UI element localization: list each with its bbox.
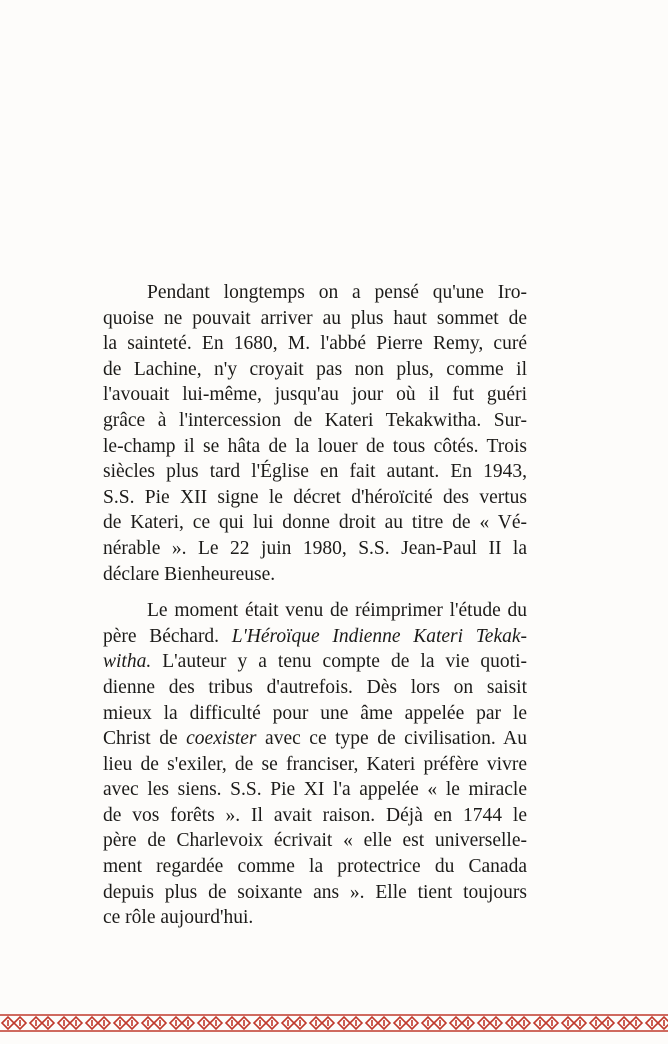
paragraph-gap <box>103 587 527 598</box>
text-run: père Béchard. <box>103 625 232 647</box>
text-line: dienne des tribus d'autrefois. Dès lors on saisit <box>103 676 527 698</box>
text-line: mieux la difficulté pour une âme appelée par le <box>103 702 527 724</box>
book-title: L'Héroïque Indienne Kateri Tekak- <box>231 625 527 647</box>
text-line: S.S. Pie XII signe le décret d'héroïcité des vertus <box>103 486 527 508</box>
text-line: père de Charlevoix écrivait « elle est universelle- <box>103 830 527 852</box>
text-line: le-champ il se hâta de la louer de tous côtés. Trois <box>103 435 527 457</box>
text-line: de Lachine, n'y croyait pas non plus, comme il <box>103 358 527 380</box>
book-title: witha. <box>103 651 152 673</box>
text-line: Pendant longtemps on a pensé qu'une Iro- <box>147 282 527 303</box>
text-line <box>103 624 527 650</box>
text-line: ment regardée comme la protectrice du Canada <box>103 856 527 878</box>
text-line: la sainteté. En 1680, M. l'abbé Pierre Remy, curé <box>103 333 527 355</box>
text-line <box>103 726 527 752</box>
text-line: de Kateri, ce qui lui donne droit au titre de « Vé- <box>103 512 527 534</box>
text-line: Le moment était venu de réimprimer l'étude du <box>147 600 527 622</box>
text-run: avec ce type de civilisation. Au <box>256 728 527 750</box>
paragraph-1 <box>103 280 527 587</box>
text-line: l'avouait lui-même, jusqu'au jour où il fut guéri <box>103 384 527 406</box>
text-line: depuis plus de soixante ans ». Elle tient toujours <box>103 881 527 903</box>
text-run: L'auteur y a tenu compte de la vie quoti- <box>151 651 527 673</box>
text-run: Christ de <box>103 728 187 750</box>
decorative-border-ornament <box>0 1012 668 1034</box>
text-line: ce rôle aujourd'hui. <box>103 907 254 929</box>
text-line: siècles plus tard l'Église en fait autant. En 1943, <box>103 461 527 483</box>
text-line: lieu de s'exiler, de se franciser, Kateri préfère vivre <box>103 753 527 775</box>
text-line: quoise ne pouvait arriver au plus haut sommet de <box>103 307 527 329</box>
text-line: grâce à l'intercession de Kateri Tekakwitha. Sur- <box>103 409 527 431</box>
emphasis: coexister <box>186 728 257 750</box>
text-line <box>103 649 527 675</box>
body-text <box>103 280 527 931</box>
text-line: de vos forêts ». Il avait raison. Déjà en 1744 le <box>103 804 527 826</box>
text-line: déclare Bienheureuse. <box>103 563 276 585</box>
text-line: nérable ». Le 22 juin 1980, S.S. Jean-Paul II la <box>103 537 527 559</box>
paragraph-2 <box>103 598 527 931</box>
text-line: avec les siens. S.S. Pie XI l'a appelée « le miracle <box>103 779 527 801</box>
